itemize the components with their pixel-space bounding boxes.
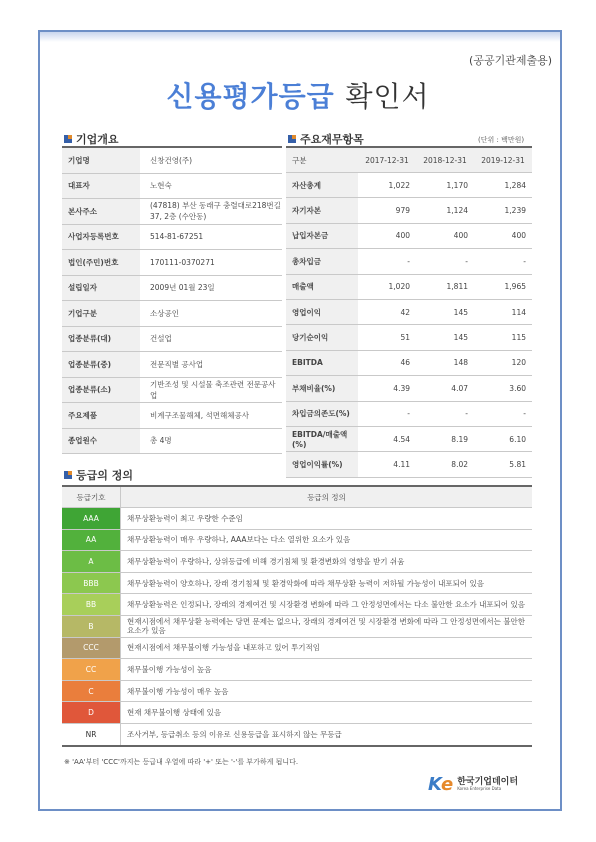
financial-row-label: 자산총계 (286, 173, 358, 198)
company-row-label: 법인(주민)번호 (62, 250, 140, 276)
grade-row (62, 680, 532, 702)
grade-row (62, 594, 532, 616)
financial-value: 51 (358, 325, 416, 350)
financial-value: - (358, 249, 416, 274)
financial-value: 1,124 (416, 198, 474, 223)
unit-label: (단위 : 백만원) (478, 136, 525, 144)
financial-row (286, 198, 532, 223)
grade-definition: 현재시점에서 채무불이행 가능성을 내포하고 있어 투기적임 (121, 637, 533, 659)
company-section-heading (64, 131, 119, 147)
company-row-value: 2009년 01월 23일 (140, 275, 282, 301)
financial-value: 6.10 (474, 426, 532, 451)
company-row (62, 275, 282, 301)
grade-row (62, 529, 532, 551)
company-row-value: 비계구조물해체, 석면해체공사 (140, 403, 282, 429)
financial-section-heading (288, 131, 364, 147)
financial-header-row (286, 147, 532, 173)
grade-row (62, 659, 532, 681)
financial-row (286, 223, 532, 248)
financial-row (286, 173, 532, 198)
financial-value: 400 (474, 223, 532, 248)
section-bullet-icon (288, 135, 296, 143)
financial-value: 8.02 (416, 452, 474, 477)
document-title (0, 75, 596, 115)
financial-value: 4.39 (358, 376, 416, 401)
financial-row-label: 당기순이익 (286, 325, 358, 350)
financial-row-label: 차입금의존도(%) (286, 401, 358, 426)
financial-row-label: 영업이익 (286, 299, 358, 324)
financial-row-label: EBITDA/매출액(%) (286, 426, 358, 451)
financial-value: - (416, 401, 474, 426)
grade-definition: 채무상환능력이 최고 우량한 수준임 (121, 508, 533, 530)
grade-definition: 채무상환능력이 양호하나, 장래 경기침체 및 환경악화에 따라 채무상환 능력이 저하될 가능성이 내포되어 있음 (121, 572, 533, 594)
financial-row (286, 350, 532, 375)
financial-value: 115 (474, 325, 532, 350)
financial-row-label: 매출액 (286, 274, 358, 299)
financial-value: - (474, 249, 532, 274)
grade-definition: 채무불이행 가능성이 높음 (121, 659, 533, 681)
financial-value: 120 (474, 350, 532, 375)
company-row (62, 199, 282, 225)
grade-definition: 채무상환능력은 인정되나, 장래의 경제여건 및 시장환경 변화에 따라 그 안정성면에서는 다소 불안한 요소가 내포되어 있음 (121, 594, 533, 616)
financial-value: 1,239 (474, 198, 532, 223)
company-row-label: 업종분류(대) (62, 326, 140, 352)
grade-code-badge: NR (62, 723, 121, 745)
company-row-value: 전문직별 공사업 (140, 352, 282, 378)
financial-value: 145 (416, 299, 474, 324)
grade-code-badge: BBB (62, 572, 121, 594)
financial-table (286, 146, 532, 478)
company-row-label: 종업원수 (62, 428, 140, 454)
financial-row-label: EBITDA (286, 350, 358, 375)
financial-value: 979 (358, 198, 416, 223)
financial-value: 4.11 (358, 452, 416, 477)
financial-row (286, 401, 532, 426)
financial-value: 1,965 (474, 274, 532, 299)
financial-value: 4.07 (416, 376, 474, 401)
financial-value: 8.19 (416, 426, 474, 451)
grade-note: ※ 'AA'부터 'CCC'까지는 등급내 우열에 따라 '+' 또는 '-'를 부가하게 됩니다. (64, 758, 299, 766)
financial-value: 400 (416, 223, 474, 248)
company-logo (428, 774, 518, 795)
grade-code-badge: A (62, 551, 121, 573)
grade-code-badge: C (62, 680, 121, 702)
document-subtitle: (공공기관제출용) (469, 54, 552, 67)
grade-code-badge: AAA (62, 508, 121, 530)
company-row (62, 224, 282, 250)
grade-code-badge: CCC (62, 637, 121, 659)
grade-row (62, 615, 532, 637)
financial-value: - (358, 401, 416, 426)
title-suffix: 확인서 (345, 80, 430, 113)
grade-code-badge: AA (62, 529, 121, 551)
financial-row (286, 249, 532, 274)
financial-value: 1,170 (416, 173, 474, 198)
grade-row (62, 508, 532, 530)
grade-row (62, 723, 532, 745)
title-main: 신용평가등급 (166, 80, 335, 113)
financial-row (286, 452, 532, 477)
financial-header-year: 2018-12-31 (416, 147, 474, 173)
company-row (62, 326, 282, 352)
financial-row (286, 376, 532, 401)
company-row-value: 노현숙 (140, 173, 282, 199)
grade-row (62, 551, 532, 573)
company-row-label: 주요제품 (62, 403, 140, 429)
financial-row (286, 325, 532, 350)
grade-code-badge: D (62, 702, 121, 724)
grade-definition: 현재 채무불이행 상태에 있음 (121, 702, 533, 724)
company-row-value: 기반조성 및 시설물 축조관련 전문공사업 (140, 377, 282, 403)
logo-name-ko: 한국기업데이터 (457, 777, 519, 787)
grade-row (62, 702, 532, 724)
financial-section-title: 주요재무항목 (300, 133, 364, 146)
company-row (62, 147, 282, 173)
company-row (62, 173, 282, 199)
financial-value: 5.81 (474, 452, 532, 477)
financial-value: - (474, 401, 532, 426)
company-section-title: 기업개요 (76, 133, 119, 146)
grade-definition: 채무상환능력이 매우 우량하나, AAA보다는 다소 열위한 요소가 있음 (121, 529, 533, 551)
grade-code-badge: BB (62, 594, 121, 616)
financial-value: 46 (358, 350, 416, 375)
financial-row-label: 총차입금 (286, 249, 358, 274)
company-row-label: 대표자 (62, 173, 140, 199)
company-row-label: 사업자등록번호 (62, 224, 140, 250)
company-row-label: 설립일자 (62, 275, 140, 301)
financial-row-label: 자기자본 (286, 198, 358, 223)
financial-row-label: 부채비율(%) (286, 376, 358, 401)
grade-code-badge: B (62, 615, 121, 637)
financial-value: 4.54 (358, 426, 416, 451)
financial-row (286, 299, 532, 324)
company-row-value: 총 4명 (140, 428, 282, 454)
grade-header-code: 등급기호 (62, 486, 121, 508)
financial-value: 1,284 (474, 173, 532, 198)
grade-definition: 조사거부, 등급취소 등의 이유로 신용등급을 표시하지 않는 무등급 (121, 723, 533, 745)
financial-value: 148 (416, 350, 474, 375)
grade-header-def: 등급의 정의 (121, 486, 533, 508)
financial-value: 1,020 (358, 274, 416, 299)
company-row (62, 403, 282, 429)
grades-section-heading (64, 467, 133, 483)
company-row-value: 170111-0370271 (140, 250, 282, 276)
section-bullet-icon (64, 135, 72, 143)
company-row-value: 건설업 (140, 326, 282, 352)
company-row-label: 기업명 (62, 147, 140, 173)
company-row-label: 업종분류(소) (62, 377, 140, 403)
financial-row-label: 영업이익률(%) (286, 452, 358, 477)
section-bullet-icon (64, 471, 72, 479)
financial-header-year: 2017-12-31 (358, 147, 416, 173)
grade-definition: 채무불이행 가능성이 매우 높음 (121, 680, 533, 702)
logo-name-en: Korea Enterprise Data (457, 786, 502, 791)
company-row (62, 352, 282, 378)
logo-mark-icon: Ke (428, 774, 454, 795)
grade-definition-table (62, 485, 532, 747)
company-row-label: 본사주소 (62, 199, 140, 225)
company-table (62, 146, 282, 454)
company-row-value: (47818) 부산 동래구 충렬대로218번길 37, 2층 (수안동) (140, 199, 282, 225)
financial-row (286, 274, 532, 299)
financial-value: 1,811 (416, 274, 474, 299)
financial-value: 400 (358, 223, 416, 248)
financial-header-year: 2019-12-31 (474, 147, 532, 173)
company-row (62, 301, 282, 327)
grade-row (62, 637, 532, 659)
financial-value: 145 (416, 325, 474, 350)
company-row-value: 신창건영(주) (140, 147, 282, 173)
grade-header-row (62, 486, 532, 508)
company-row-value: 514-81-67251 (140, 224, 282, 250)
company-row (62, 428, 282, 454)
company-row (62, 250, 282, 276)
grade-row (62, 572, 532, 594)
company-row-value: 소상공인 (140, 301, 282, 327)
financial-value: 1,022 (358, 173, 416, 198)
financial-row-label: 납입자본금 (286, 223, 358, 248)
grade-definition: 현재시점에서 채무상환 능력에는 당면 문제는 없으나, 장래의 경제여건 및 시장환경 변화에 따라 그 안정성면에서는 불안한 요소가 있음 (121, 615, 533, 637)
financial-value: - (416, 249, 474, 274)
financial-row (286, 426, 532, 451)
company-row-label: 업종분류(중) (62, 352, 140, 378)
company-row (62, 377, 282, 403)
grades-section-title: 등급의 정의 (76, 469, 133, 482)
financial-header-label: 구분 (286, 147, 358, 173)
grade-definition: 채무상환능력이 우량하나, 상위등급에 비해 경기침체 및 환경변화의 영향을 받기 쉬움 (121, 551, 533, 573)
financial-value: 3.60 (474, 376, 532, 401)
financial-value: 42 (358, 299, 416, 324)
grade-code-badge: CC (62, 659, 121, 681)
company-row-label: 기업구분 (62, 301, 140, 327)
financial-value: 114 (474, 299, 532, 324)
